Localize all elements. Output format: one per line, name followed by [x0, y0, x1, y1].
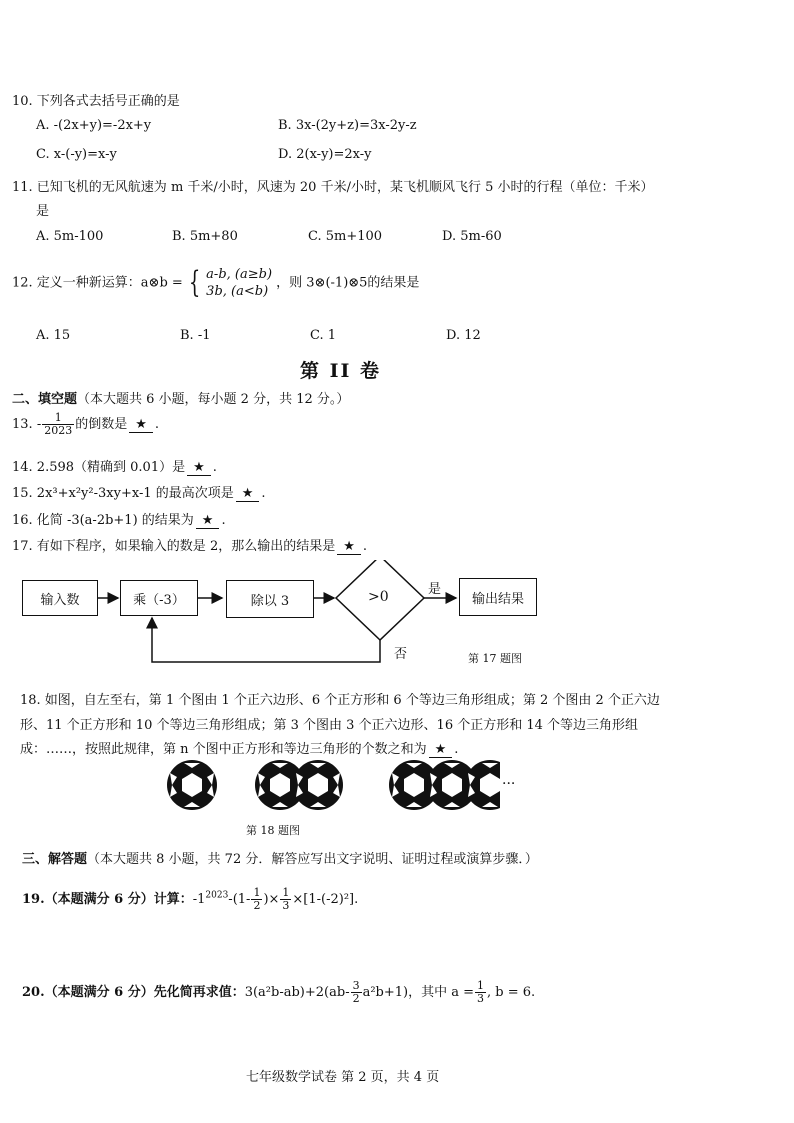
q20-frac1-den: 2: [352, 992, 360, 1005]
page-footer: 七年级数学试卷 第 2 页，共 4 页: [246, 1070, 440, 1085]
q20-frac1-num: 3: [352, 979, 360, 992]
flow-yes-label: 是: [428, 582, 442, 597]
figure2-unit2: [293, 760, 343, 810]
q19-label: 19.（本题满分 6 分）计算：: [22, 892, 193, 907]
q13-frac-den: 2023: [44, 424, 73, 437]
q20-frac1: [351, 980, 362, 1005]
part2-title: 第 II 卷: [300, 360, 382, 382]
flow-output-box: 输出结果: [459, 578, 537, 616]
q20-expr3: , b = 6.: [487, 985, 536, 1000]
q20-line: [22, 980, 535, 1005]
q20-expr2: a²b+1)，其中 a =: [362, 985, 475, 1000]
q12-option-c: C. 1: [310, 328, 337, 343]
figure1-unit: [167, 760, 217, 810]
q17-end: .: [362, 539, 368, 554]
q20-frac2-den: 3: [477, 992, 485, 1005]
q14-text: 14. 2.598（精确到 0.01）是: [12, 460, 186, 475]
q13-fraction: [42, 412, 74, 437]
q20-frac2-num: 1: [477, 979, 485, 992]
q19-expr4: ×[1-(-2)²].: [292, 892, 359, 907]
q20-frac2: [475, 980, 486, 1005]
q12-case2: 3b, (a<b): [206, 284, 269, 299]
q10-option-c: C. x-(-y)=x-y: [36, 147, 117, 162]
q19-frac1-num: 1: [253, 886, 261, 899]
figure3-unit3: [465, 760, 500, 810]
q19-expr3: )×: [263, 892, 280, 907]
q18-answer-blank: ★: [429, 742, 453, 758]
q19-frac2-den: 3: [282, 899, 290, 912]
section2-heading-note: （本大题共 6 小题，每小题 2 分，共 12 分。）: [77, 392, 350, 407]
q12-option-b: B. -1: [180, 328, 211, 343]
q17-text: 17. 有如下程序，如果输入的数是 2，那么输出的结果是: [12, 539, 336, 554]
q19-expr2: -(1-: [228, 892, 251, 907]
q19-frac2-num: 1: [282, 886, 290, 899]
q12-cases: [206, 266, 272, 300]
q10-option-a: A. -(2x+y)=-2x+y: [36, 118, 152, 133]
q16-end: .: [221, 513, 226, 528]
q12-stem-pre: 12. 定义一种新运算：a⊗b =: [12, 275, 183, 291]
q11-option-a: A. 5m-100: [36, 229, 104, 244]
q18-end: .: [454, 742, 459, 757]
flow-condition: >0: [368, 589, 389, 605]
q13-number: 13.: [12, 417, 33, 432]
q16-text: 16. 化简 -3(a-2b+1) 的结果为: [12, 513, 194, 528]
q19-line: [22, 887, 358, 912]
q16-line: [12, 509, 226, 529]
q19-exponent: 2023: [205, 890, 229, 901]
q12-case1: a-b, (a≥b): [206, 267, 273, 282]
q14-answer-blank: ★: [187, 460, 211, 476]
q13-frac-num: 1: [42, 412, 74, 425]
q18-ellipsis: ···: [502, 776, 516, 792]
q20-label: 20.（本题满分 6 分）先化简再求值：: [22, 985, 245, 1000]
section3-heading-label: 三、解答题: [22, 852, 88, 867]
section2-heading-label: 二、填空题: [12, 392, 78, 407]
q11-stem-cont: 是: [36, 204, 50, 219]
q14-line: [12, 456, 217, 476]
section3-heading: [22, 848, 538, 867]
q11-option-c: C. 5m+100: [308, 229, 383, 244]
q12-option-d: D. 12: [446, 328, 481, 343]
q19-expr1: -1: [192, 892, 206, 907]
section3-heading-note: （本大题共 8 小题，共 72 分．解答应写出文字说明、证明过程或演算步骤．）: [87, 852, 538, 867]
q12-stem: [12, 266, 419, 300]
q10-option-b: B. 3x-(2y+z)=3x-2y-z: [278, 118, 417, 133]
q18-line3-text: 成：……，按照此规律，第 n 个图中正方形和等边三角形的个数之和为: [20, 742, 427, 757]
q19-frac1: [251, 887, 262, 912]
brace-glyph: {: [188, 265, 201, 300]
flow-caption: 第 17 题图: [468, 652, 522, 665]
q18-line2: 形、11 个正方形和 10 个等边三角形组成；第 3 个图由 3 个正六边形、16 个正方形和 14 个等边三角形组: [20, 718, 639, 733]
q16-answer-blank: ★: [196, 513, 220, 529]
q17-answer-blank: ★: [337, 539, 361, 555]
q10-stem: 10. 下列各式去括号正确的是: [12, 94, 180, 109]
q18-line1: 18. 如图，自左至右，第 1 个图由 1 个正六边形、6 个正方形和 6 个等边三角形组成；第 2 个图由 2 个正六边: [20, 693, 660, 708]
q19-frac1-den: 2: [253, 899, 261, 912]
q13-text: 的倒数是: [75, 417, 128, 432]
q15-end: .: [261, 486, 266, 501]
flow-no-label: 否: [394, 647, 408, 662]
q14-end: .: [212, 460, 217, 475]
flow-divide-box: 除以 3: [226, 580, 314, 618]
flow-input-box: 输入数: [22, 580, 98, 616]
q15-answer-blank: ★: [236, 486, 260, 502]
q13-end: .: [154, 417, 160, 432]
q17-line: [12, 535, 367, 555]
q13-answer-blank: ★: [129, 417, 153, 433]
q11-option-b: B. 5m+80: [172, 229, 238, 244]
q15-text: 15. 2x³+x²y²-3xy+x-1 的最高次项是: [12, 486, 234, 501]
q13-line: [12, 412, 159, 437]
q12-stem-post: ，则 3⊗(-1)⊗5的结果是: [276, 275, 420, 291]
q11-stem: 11. 已知飞机的无风航速为 m 千米/小时，风速为 20 千米/小时，某飞机顺风飞行 5 小时的行程（单位：千米）: [12, 180, 654, 195]
q20-expr1: 3(a²b-ab)+2(ab-: [244, 985, 350, 1000]
q18-pattern-figure: [160, 755, 500, 815]
q11-option-d: D. 5m-60: [442, 229, 502, 244]
q13-minus: -: [36, 417, 42, 432]
section2-heading: [12, 388, 349, 407]
q18-caption: 第 18 题图: [246, 824, 300, 837]
q12-option-a: A. 15: [36, 328, 71, 343]
q10-option-d: D. 2(x-y)=2x-y: [278, 147, 372, 162]
q15-line: [12, 482, 266, 502]
q19-frac2: [280, 887, 291, 912]
flow-multiply-box: 乘（-3）: [120, 580, 198, 616]
